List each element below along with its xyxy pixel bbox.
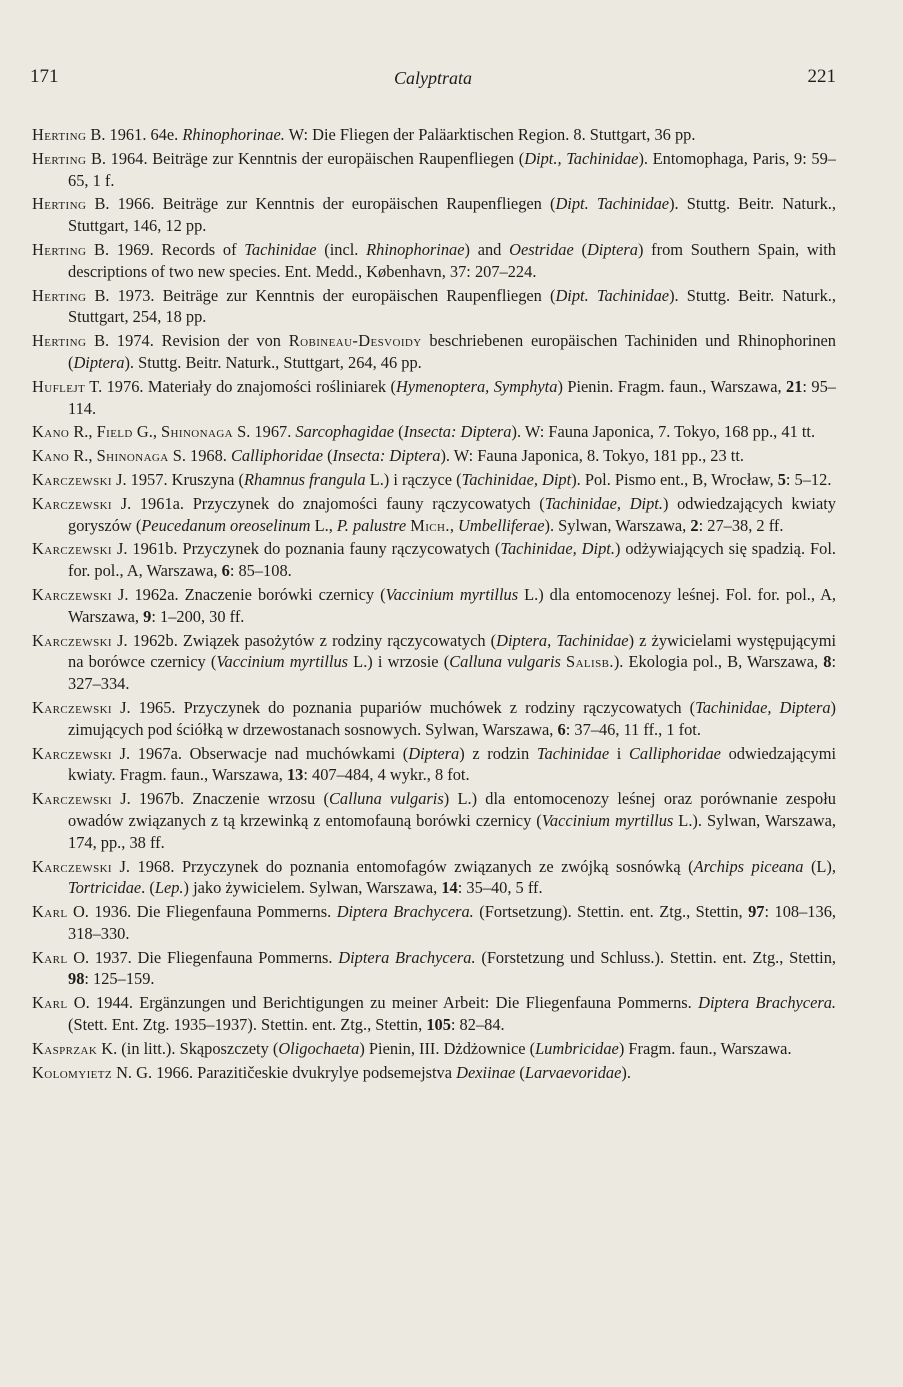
reference-text: : 27–38, 2 ff. [698, 515, 784, 535]
reference-text: Tachinidae [536, 743, 610, 763]
reference-author: Herting [32, 285, 87, 305]
reference-text: Diptera [408, 743, 460, 763]
reference-text: Diptera Brachycera. [698, 993, 837, 1013]
reference-text: 8 [823, 652, 832, 672]
reference-text: J. 1961a. Przyczynek do znajomości fauny rączycowatych ( [112, 493, 545, 513]
reference-text: . ( [141, 878, 155, 898]
reference-text: i [609, 743, 629, 763]
reference-text: Tortricidae [68, 878, 142, 898]
reference-text: L.) i rączyce ( [365, 469, 462, 489]
reference-text: J. 1957. Kruszyna ( [112, 469, 245, 489]
reference-text: : 82–84. [450, 1015, 505, 1035]
reference-text: ) odżywiających się spadzią. Fol. for. pol., A, Warszawa, [68, 539, 836, 581]
reference-text: 105 [426, 1015, 451, 1035]
reference-text: beschriebenen europäischen Tachiniden und Rhinophorinen ( [68, 331, 836, 372]
reference-entry [32, 124, 836, 146]
reference-text: J. 1961b. Przyczynek do poznania fauny rączycowatych ( [112, 539, 501, 559]
reference-text: Vaccinium myrtillus [385, 584, 519, 604]
reference-text: Umbelliferae [458, 515, 545, 535]
reference-text: (Forstetzung und Schluss.). Stettin. ent. Ztg., Stettin, [475, 947, 836, 967]
reference-author: Karl [32, 902, 68, 922]
reference-author: Kolomyietz [32, 1062, 112, 1082]
reference-text: Vaccinium myrtillus [216, 652, 349, 672]
reference-text: 21 [786, 376, 803, 396]
reference-text: : 1–200, 30 ff. [151, 606, 245, 626]
reference-author: Karczewski [32, 539, 112, 559]
reference-text: Mich. [410, 515, 450, 535]
reference-text: : 407–484, 4 wykr., 8 fot. [303, 765, 470, 785]
reference-text: ) z żywicielami występującymi na borówce czernicy ( [68, 630, 836, 672]
reference-text: (L), [803, 856, 836, 876]
reference-text: Calliphoridae [231, 446, 323, 466]
reference-text: : 327–334. [68, 652, 836, 694]
reference-text: Dexiinae [456, 1062, 516, 1082]
reference-entry [32, 1062, 836, 1084]
reference-entry [32, 538, 836, 582]
reference-text: Tachinidae, Dipt. [500, 539, 615, 559]
reference-entry [32, 856, 836, 900]
reference-text: G., [132, 422, 162, 442]
reference-author: Huflejt [32, 376, 86, 396]
reference-text: ). Sylwan, Warszawa, [544, 515, 691, 535]
reference-text: J. 1967a. Obserwacje nad muchówkami ( [112, 743, 409, 763]
reference-author: Kano [32, 446, 70, 466]
reference-text: B. 1964. Beiträge zur Kenntnis der europäischen Raupenfliegen ( [86, 148, 525, 168]
reference-text: ( [515, 1062, 525, 1082]
reference-text: ) jako żywicielem. Sylwan, Warszawa, [183, 878, 442, 898]
reference-text: B. 1961. 64e. [86, 125, 183, 144]
reference-text: Calluna vulgaris [449, 652, 561, 672]
reference-text: odwiedzającymi kwiaty. Fragm. faun., Warszawa, [68, 743, 837, 785]
reference-entry [32, 630, 836, 695]
reference-text: , [449, 515, 459, 535]
reference-text: ). Pol. Pismo ent., B, Wrocław, [571, 469, 778, 489]
reference-text: Dipt., Tachinidae [524, 148, 639, 168]
reference-text: Larvaevoridae [524, 1062, 622, 1082]
reference-text: L.). Sylwan, Warszawa, 174, pp., 38 ff. [68, 810, 836, 852]
reference-text: Shinonaga [96, 446, 169, 466]
reference-text: ) z rodzin [459, 743, 537, 763]
reference-text: 98 [68, 969, 85, 989]
reference-author: Karczewski [32, 493, 112, 513]
reference-text: Calluna vulgaris [328, 789, 444, 809]
reference-text: Insecta: Diptera [403, 422, 512, 442]
reference-text: ) Fragm. faun., Warszawa. [618, 1038, 792, 1058]
reference-author: Karczewski [32, 697, 112, 717]
reference-text: ). W: Fauna Japonica, 7. Tokyo, 168 pp., 41 tt. [511, 422, 816, 442]
reference-text: Robineau-Desvoidy [288, 331, 422, 351]
reference-entry [32, 445, 836, 467]
reference-author: Herting [32, 194, 87, 214]
reference-entry [32, 947, 836, 991]
reference-text: 6 [557, 719, 566, 739]
reference-entry [32, 788, 836, 853]
reference-author: Kano [32, 422, 70, 442]
reference-text: B. 1973. Beiträge zur Kenntnis der europäischen Raupenfliegen ( [86, 285, 556, 305]
reference-text: 13 [286, 765, 304, 785]
reference-text: ). Entomophaga, Paris, 9: 59–65, 1 f. [68, 148, 836, 190]
reference-text: W: Die Fliegen der Paläarktischen Region. 8. Stuttgart, 36 pp. [284, 125, 696, 144]
reference-entry [32, 239, 836, 283]
reference-text: P. palustre [336, 515, 407, 535]
reference-text: ( [322, 446, 333, 466]
reference-author: Herting [32, 331, 87, 351]
reference-text: Insecta: Diptera [332, 446, 441, 466]
reference-text: 6 [221, 561, 230, 581]
reference-text: ). Ekologia pol., B, Warszawa, [613, 652, 824, 672]
reference-text: S. 1967. [233, 422, 296, 442]
reference-text: Vaccinium myrtillus [541, 810, 674, 830]
reference-entry [32, 901, 836, 945]
reference-text: 2 [690, 515, 699, 535]
reference-text: J. 1968. Przyczynek do poznania entomofagów związanych ze zwójką sosnówką ( [112, 856, 694, 876]
reference-text: Peucedanum oreoselinum [141, 515, 311, 535]
reference-text: Hymenoptera, Symphyta [395, 376, 558, 396]
reference-text: Lep. [154, 878, 184, 898]
reference-author: Karczewski [32, 789, 112, 809]
reference-text: B. 1974. Revision der von [86, 331, 289, 351]
reference-text: N. G. 1966. Parazitičeskie dvukrylye podsemejstva [112, 1062, 457, 1082]
reference-author: Karl [32, 947, 68, 967]
reference-text: ( [394, 422, 404, 442]
reference-text: Calliphoridae [628, 743, 721, 763]
reference-text: (Stett. Ent. Ztg. 1935–1937). Stettin. ent. Ztg., Stettin, [68, 1015, 427, 1035]
reference-text: L., [310, 515, 337, 535]
reference-entry [32, 376, 836, 420]
reference-text: (incl. [316, 239, 367, 259]
reference-text: ). [621, 1062, 631, 1082]
reference-text: O. 1944. Ergänzungen und Berichtigungen zu meiner Arbeit: Die Fliegenfauna Pommerns. [67, 993, 699, 1013]
reference-text: ) Pienin. Fragm. faun., Warszawa, [557, 376, 787, 396]
reference-text: Tachinidae, Dipt [461, 469, 572, 489]
reference-text: J. 1967b. Znaczenie wrzosu ( [112, 789, 329, 809]
reference-author: Karl [32, 993, 68, 1013]
reference-entry [32, 992, 836, 1036]
reference-author: Karczewski [32, 856, 112, 876]
reference-text: Diptera [586, 239, 638, 259]
reference-text: ) zimujących pod ściółką w drzewostanach sosnowych. Sylwan, Warszawa, [68, 697, 836, 739]
reference-text: B. 1969. Records of [86, 239, 245, 259]
reference-author: Kasprzak [32, 1038, 98, 1058]
reference-text: : 95–114. [68, 376, 836, 418]
reference-author: Herting [32, 148, 87, 168]
reference-text: L.) dla entomocenozy leśnej. Fol. for. pol., A, Warszawa, [68, 584, 837, 626]
reference-entry [32, 1038, 836, 1060]
reference-text: Rhamnus frangula [244, 469, 366, 489]
reference-text: ). Stuttg. Beitr. Naturk., Stuttgart, 146, 12 pp. [68, 194, 836, 236]
reference-text: ). Stuttg. Beitr. Naturk., Stuttgart, 254, 18 pp. [68, 285, 836, 327]
reference-text: Field [96, 422, 133, 442]
reference-text: (Fortsetzung). Stettin. ent. Ztg., Stettin, [473, 902, 749, 922]
reference-text: Dipt. Tachinidae [555, 194, 670, 214]
reference-text: : 108–136, 318–330. [68, 902, 836, 943]
reference-text: Tachinidae, Diptera [695, 697, 831, 717]
reference-text: J. 1962a. Znaczenie borówki czernicy ( [112, 584, 386, 604]
reference-text: Oligochaeta [278, 1038, 360, 1058]
reference-text: Rhinophorinae [366, 239, 465, 259]
running-title: Calyptrata [393, 68, 472, 88]
reference-text: : 5–12. [785, 469, 832, 489]
reference-text: L.) i wrzosie ( [348, 652, 450, 672]
reference-entry [32, 584, 836, 628]
reference-text: Sarcophagidae [295, 422, 395, 442]
reference-text: Dipt. Tachinidae [555, 285, 670, 305]
reference-text: Rhinophorinae. [182, 125, 285, 144]
reference-entry [32, 421, 836, 443]
reference-text: Tachinidae, Dipt. [544, 493, 663, 513]
reference-text: 14 [441, 878, 458, 898]
reference-text: 9 [143, 606, 152, 626]
reference-text: : 85–108. [229, 561, 292, 581]
reference-author: Herting [32, 125, 87, 144]
reference-text: T. 1976. Materiały do znajomości rośliniarek ( [85, 376, 396, 396]
reference-text: S. 1968. [168, 446, 231, 466]
reference-text: R., [69, 422, 97, 442]
reference-author: Herting [32, 239, 87, 259]
reference-text: Archips piceana [693, 856, 804, 876]
reference-text: ) L.) dla entomocenozy leśnej oraz porównanie zespołu owadów związanych z tą krzewinką z entomofauną borówki czernicy ( [68, 789, 837, 830]
reference-entry [32, 285, 836, 329]
reference-text: Lumbricidae [535, 1038, 619, 1058]
reference-text: ) from Southern Spain, with descriptions of two new species. Ent. Medd., København, 37: 207–224. [68, 239, 836, 281]
reference-text: J. 1965. Przyczynek do poznania pupariów muchówek z rodziny rączycowatych ( [112, 697, 696, 717]
reference-entry [32, 469, 836, 491]
reference-text: J. 1962b. Związek pasożytów z rodziny rączycowatych ( [112, 630, 497, 650]
reference-text: ). Stuttg. Beitr. Naturk., Stuttgart, 264, 46 pp. [124, 352, 422, 372]
reference-text: ) odwiedzających kwiaty goryszów ( [68, 493, 836, 535]
page-number-left: 171 [30, 66, 59, 87]
reference-text: 5 [777, 469, 786, 489]
reference-text: Diptera, Tachinidae [496, 630, 629, 650]
reference-text: O. 1936. Die Fliegenfauna Pommerns. [67, 902, 337, 922]
reference-text: R., [69, 446, 97, 466]
reference-entry [32, 148, 836, 192]
reference-entry [32, 330, 836, 374]
reference-author: Karczewski [32, 630, 112, 650]
reference-text: ) Pienin, III. Dżdżownice ( [359, 1038, 536, 1058]
reference-text: Tachinidae [244, 239, 317, 259]
reference-text: 97 [748, 902, 765, 922]
reference-text: : 37–46, 11 ff., 1 fot. [565, 719, 701, 739]
reference-text: ) and [464, 239, 510, 259]
reference-entry [32, 743, 836, 787]
reference-author: Karczewski [32, 469, 112, 489]
reference-text: Diptera [73, 352, 125, 372]
reference-entry [32, 697, 836, 741]
reference-text: : 125–159. [84, 969, 155, 989]
reference-entry [32, 193, 836, 237]
reference-text: : 35–40, 5 ff. [457, 878, 543, 898]
reference-text: K. (in litt.). Skąposzczety ( [97, 1038, 279, 1058]
reference-text: Diptera Brachycera. [338, 947, 476, 967]
page-number-right: 221 [807, 66, 836, 87]
reference-text: Salisb. [566, 652, 614, 672]
reference-text: Oestridae [509, 239, 574, 259]
page-header [30, 66, 836, 96]
reference-author: Karczewski [32, 584, 112, 604]
reference-text: ). W: Fauna Japonica, 8. Tokyo, 181 pp., 23 tt. [440, 446, 744, 466]
reference-text: Diptera Brachycera. [336, 902, 474, 922]
reference-list [32, 124, 836, 1085]
reference-author: Karczewski [32, 743, 112, 763]
reference-text: O. 1937. Die Fliegenfauna Pommerns. [67, 947, 339, 967]
reference-text: B. 1966. Beiträge zur Kenntnis der europäischen Raupenfliegen ( [86, 194, 556, 214]
reference-text: Shinonaga [161, 422, 234, 442]
reference-text: ( [573, 239, 587, 259]
reference-entry [32, 493, 836, 537]
